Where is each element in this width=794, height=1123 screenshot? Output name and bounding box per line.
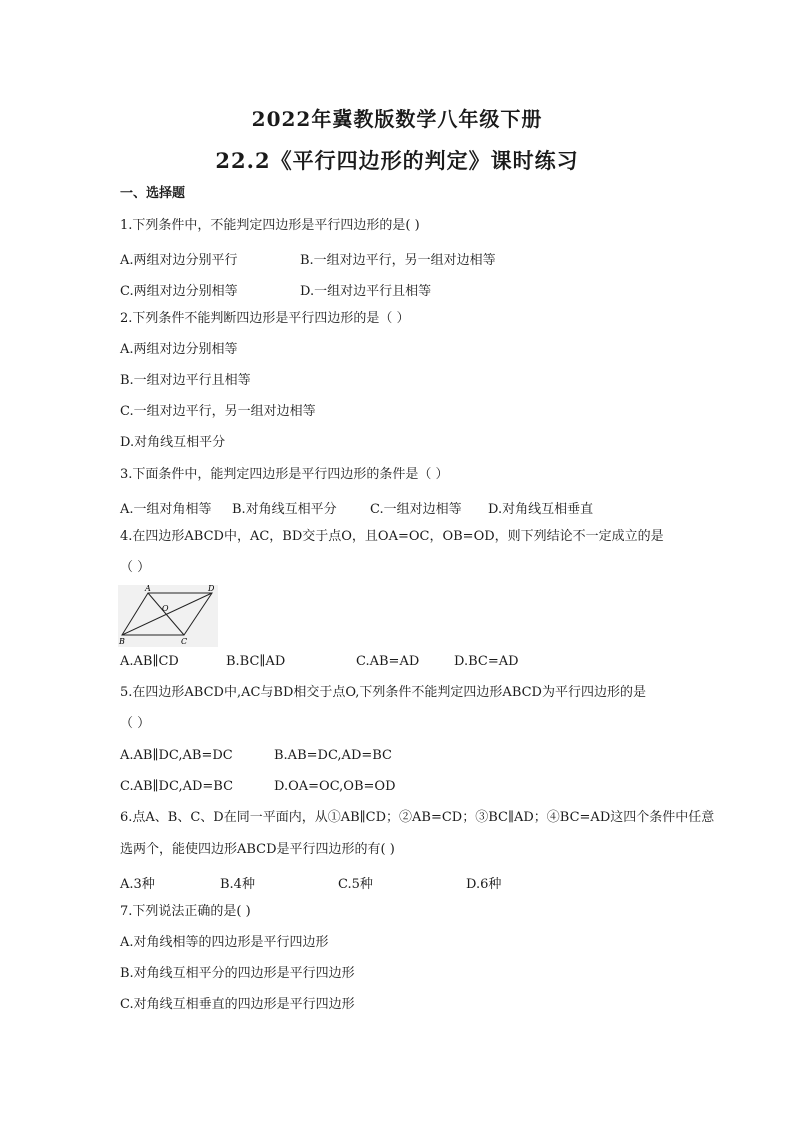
- question-5-option-d: D.OA=OC,OB=OD: [274, 779, 396, 794]
- question-6-stem: 6.点A、B、C、D在同一平面内，从①AB∥CD；②AB=CD；③BC∥AD；④BC=AD这四个条件中任意: [120, 810, 715, 825]
- question-6-options-row: [120, 873, 720, 892]
- question-4-option-a: A.AB∥CD: [120, 654, 179, 669]
- question-4-options-row: [120, 654, 720, 670]
- question-7-option-c: C.对角线互相垂直的四边形是平行四边形: [120, 997, 355, 1012]
- question-6-option-c: C.5种: [338, 877, 373, 892]
- question-6-option-a: A.3种: [120, 877, 155, 892]
- question-2-option-b: B.一组对边平行且相等: [120, 373, 251, 388]
- point-label-o: O: [162, 604, 169, 613]
- question-5-options-row-2: [120, 779, 720, 795]
- document-title: 2022年冀教版数学八年级下册: [251, 107, 543, 131]
- question-1-options-row-1: [120, 249, 720, 268]
- question-4-option-b: B.BC∥AD: [226, 654, 286, 669]
- parallelogram-diagram: [118, 585, 218, 647]
- question-1-option-d: D.一组对边平行且相等: [300, 284, 432, 299]
- question-3-options-row: [120, 498, 720, 517]
- question-4-answer-paren: （ ）: [120, 560, 151, 575]
- question-7-stem: 7.下列说法正确的是( ): [120, 904, 251, 919]
- question-3-stem: 3.下面条件中，能判定四边形是平行四边形的条件是（ ）: [120, 467, 449, 482]
- question-2-option-d: D.对角线互相平分: [120, 435, 226, 450]
- vertex-label-c: C: [181, 637, 188, 646]
- question-2-stem: 2.下列条件不能判断四边形是平行四边形的是（ ）: [120, 311, 410, 326]
- vertex-label-b: B: [119, 637, 125, 646]
- question-3-option-a: A.一组对角相等: [120, 502, 212, 517]
- question-4-option-c: C.AB=AD: [356, 654, 420, 669]
- question-1-option-a: A.两组对边分别平行: [120, 253, 238, 268]
- section-heading: 一、选择题: [120, 186, 186, 201]
- question-3-option-b: B.对角线互相平分: [232, 502, 337, 517]
- question-6-stem-continued: 选两个，能使四边形ABCD是平行四边形的有( ): [120, 842, 395, 857]
- question-5-options-row-1: [120, 748, 720, 764]
- question-7-option-a: A.对角线相等的四边形是平行四边形: [120, 935, 329, 950]
- question-4-stem: 4.在四边形ABCD中，AC，BD交于点O，且OA=OC，OB=OD，则下列结论不一定成立的是: [120, 529, 664, 544]
- question-2-option-a: A.两组对边分别相等: [120, 342, 238, 357]
- vertex-label-a: A: [145, 585, 151, 593]
- question-6-option-b: B.4种: [220, 877, 255, 892]
- question-5-stem: 5.在四边形ABCD中,AC与BD相交于点O,下列条件不能判定四边形ABCD为平行四边形的是: [120, 685, 646, 700]
- question-6-option-d: D.6种: [466, 877, 502, 892]
- question-5-option-c: C.AB∥DC,AD=BC: [120, 779, 234, 794]
- parallelogram-figure: [118, 585, 218, 651]
- question-5-option-b: B.AB=DC,AD=BC: [274, 748, 393, 763]
- question-4-option-d: D.BC=AD: [454, 654, 519, 669]
- question-5-answer-paren: （ ）: [120, 716, 151, 731]
- question-3-option-d: D.对角线互相垂直: [488, 502, 594, 517]
- question-1-option-c: C.两组对边分别相等: [120, 284, 238, 299]
- question-7-option-b: B.对角线互相平分的四边形是平行四边形: [120, 966, 355, 981]
- question-3-option-c: C.一组对边相等: [370, 502, 462, 517]
- question-2-option-c: C.一组对边平行，另一组对边相等: [120, 404, 316, 419]
- document-subtitle: 22.2《平行四边形的判定》课时练习: [215, 148, 579, 173]
- question-1-options-row-2: [120, 280, 720, 299]
- question-1-stem: 1.下列条件中，不能判定四边形是平行四边形的是( ): [120, 218, 420, 233]
- question-1-option-b: B.一组对边平行，另一组对边相等: [300, 253, 496, 268]
- question-5-option-a: A.AB∥DC,AB=DC: [120, 748, 233, 763]
- vertex-label-d: D: [208, 585, 215, 593]
